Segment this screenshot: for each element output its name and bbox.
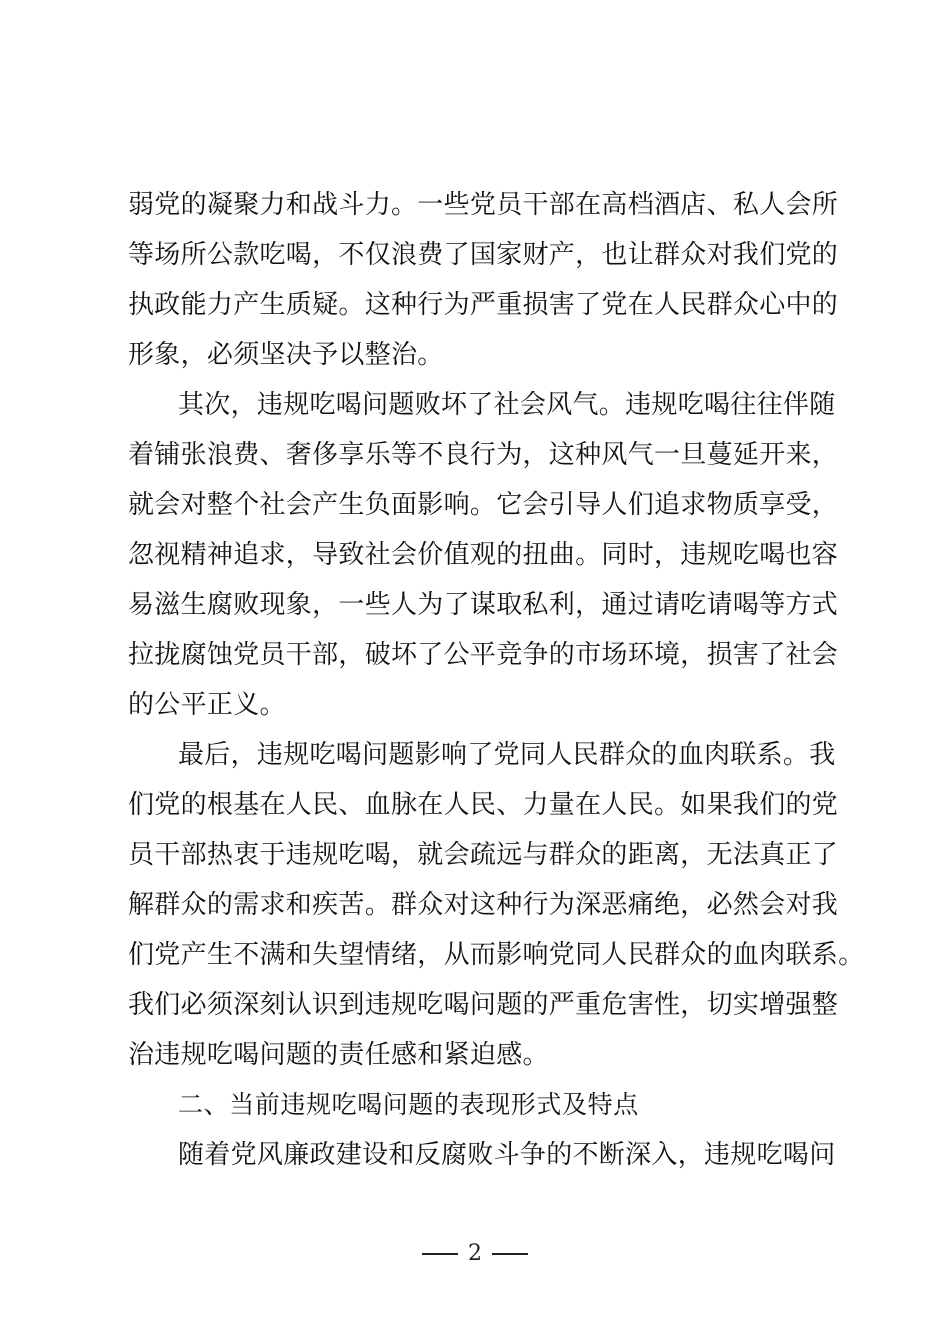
body-text-line: 治违规吃喝问题的责任感和紧迫感。 (128, 1040, 549, 1070)
section-heading: 二、当前违规吃喝问题的表现形式及特点 (178, 1090, 639, 1119)
body-text-line: 拉拢腐蚀党员干部，破坏了公平竞争的市场环境，损害了社会 (128, 640, 839, 670)
body-text-line: 员干部热衷于违规吃喝，就会疏远与群众的距离，无法真正了 (128, 840, 839, 870)
body-text-line: 解群众的需求和疾苦。群众对这种行为深恶痛绝，必然会对我 (128, 890, 839, 920)
body-text-line: 忽视精神追求，导致社会价值观的扭曲。同时，违规吃喝也容 (128, 540, 839, 570)
body-text-line: 的公平正义。 (128, 690, 286, 720)
footer-dash-left (422, 1253, 458, 1255)
body-text-line: 们党的根基在人民、血脉在人民、力量在人民。如果我们的党 (128, 790, 839, 820)
body-text-line: 们党产生不满和失望情绪，从而影响党同人民群众的血肉联系。 (128, 940, 865, 970)
body-text-line: 执政能力产生质疑。这种行为严重损害了党在人民群众心中的 (128, 290, 839, 320)
body-text-line: 等场所公款吃喝，不仅浪费了国家财产，也让群众对我们党的 (128, 240, 839, 270)
body-text-line: 就会对整个社会产生负面影响。它会引导人们追求物质享受， (128, 490, 839, 520)
page-number: 2 (468, 1241, 482, 1266)
paragraph-start-line: 最后，违规吃喝问题影响了党同人民群众的血肉联系。我 (178, 740, 836, 770)
body-text-line: 我们必须深刻认识到违规吃喝问题的严重危害性，切实增强整 (128, 990, 839, 1020)
footer-dash-right (492, 1253, 528, 1255)
body-text-line: 弱党的凝聚力和战斗力。一些党员干部在高档酒店、私人会所 (128, 190, 839, 220)
body-text-line: 着铺张浪费、奢侈享乐等不良行为，这种风气一旦蔓延开来， (128, 440, 839, 470)
body-text-line: 形象，必须坚决予以整治。 (128, 340, 444, 370)
paragraph-start-line: 其次，违规吃喝问题败坏了社会风气。违规吃喝往往伴随 (178, 390, 836, 420)
body-text-line: 易滋生腐败现象，一些人为了谋取私利，通过请吃请喝等方式 (128, 590, 839, 620)
paragraph-start-line: 随着党风廉政建设和反腐败斗争的不断深入，违规吃喝问 (178, 1140, 836, 1170)
page-footer (0, 1236, 950, 1272)
